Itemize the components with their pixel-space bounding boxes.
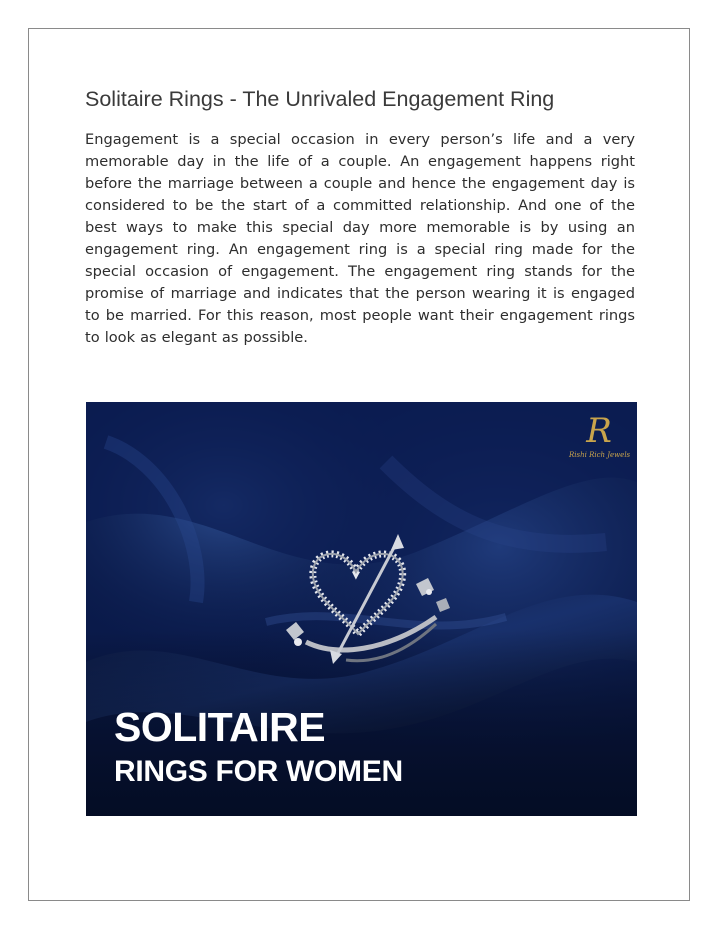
banner-subheading: RINGS FOR WOMEN [114, 755, 403, 788]
brand-monogram: R [586, 411, 612, 451]
product-banner-image [86, 402, 637, 816]
brand-name: Rishi Rich Jewels [569, 451, 631, 459]
body-paragraph: Engagement is a special occasion in every person’s life and a very memorable day in the life of a couple. An engagement happens right before the marriage between a couple and hence the engagement day is considered to be the start of a committed relationship. And one of the best ways to make this special day more memorable is by using an engagement ring. An engagement ring is a special ring made for the special occasion of engagement. The engagement ring stands for the promise of marriage and indicates that the person wearing it is engaged to be married. For this reason, most people want their engagement rings to look as elegant as possible. [85, 131, 635, 346]
page-title: Solitaire Rings - The Unrivaled Engagement Ring [85, 87, 555, 111]
banner-heading: SOLITAIRE [114, 704, 326, 750]
brand-logo [569, 412, 629, 468]
